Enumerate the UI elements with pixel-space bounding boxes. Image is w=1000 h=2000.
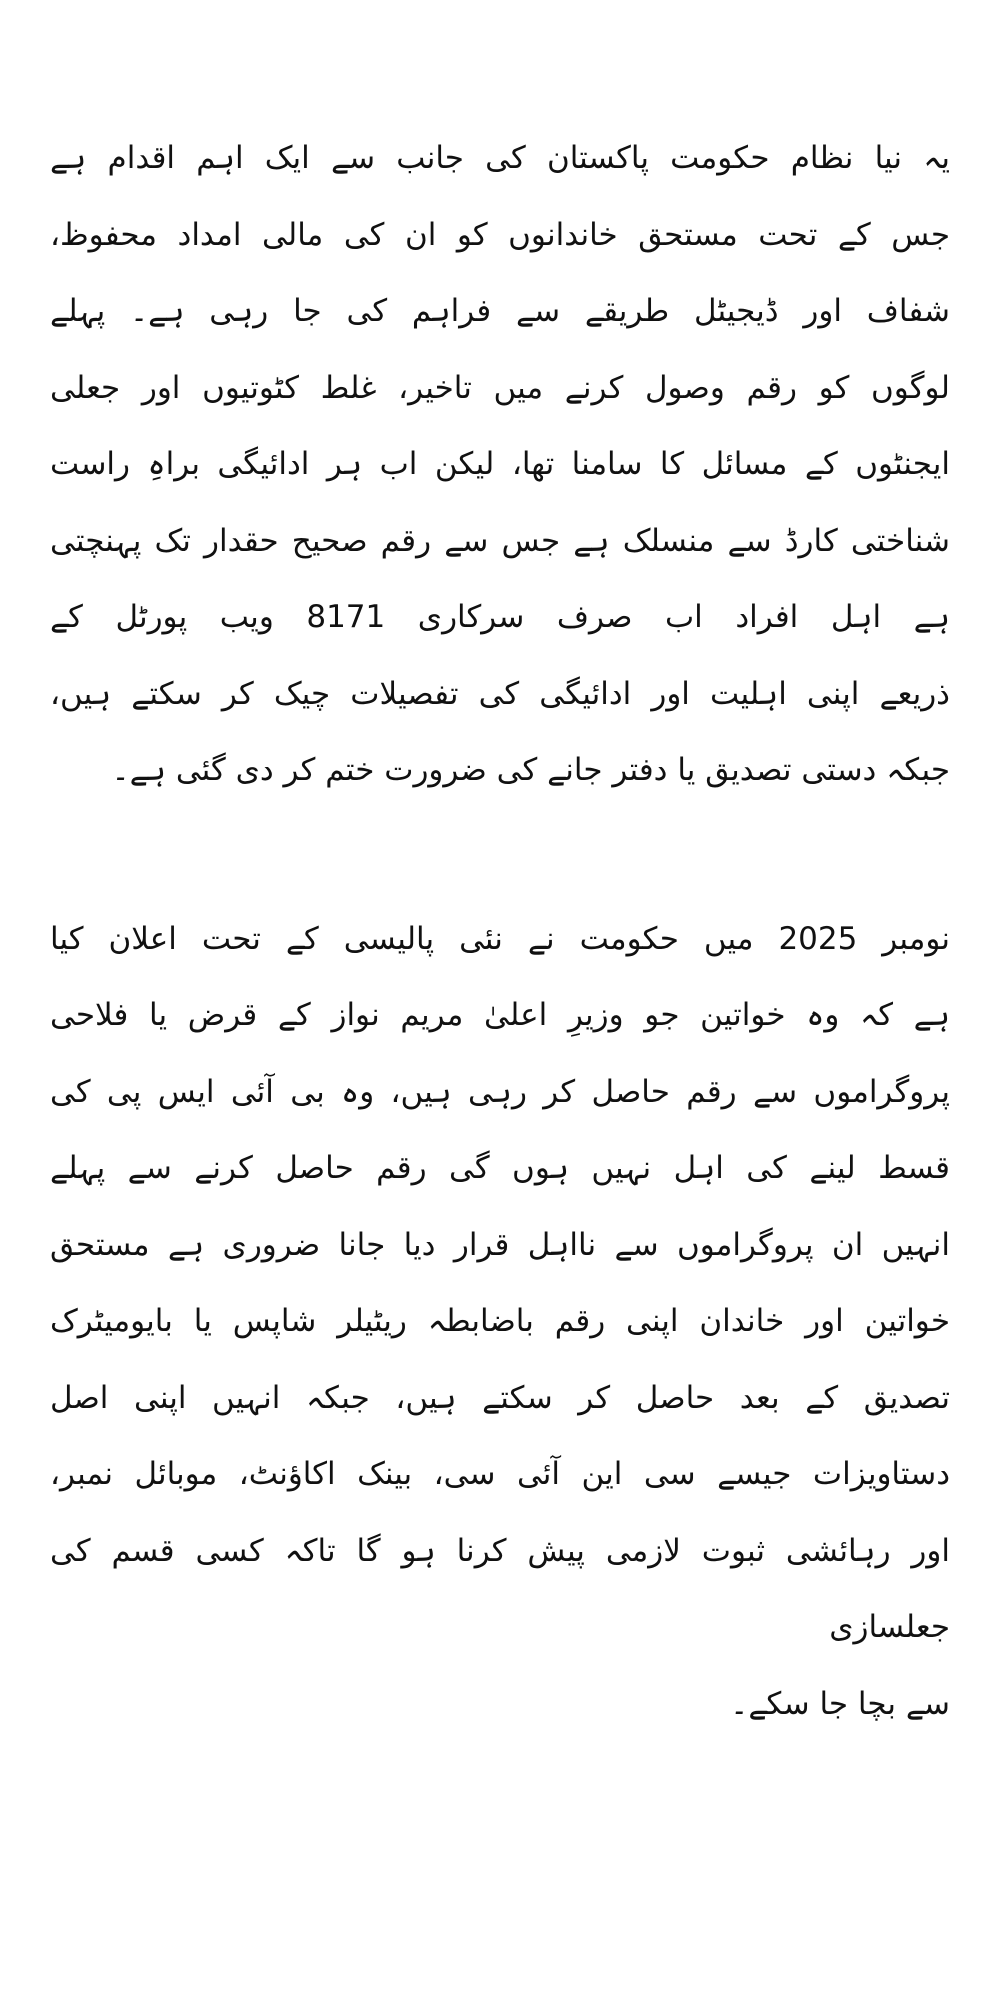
text-line: جبکہ دستی تصدیق یا دفتر جانے کی ضرورت ختم کر دی گئی ہے۔	[111, 752, 950, 788]
text-line: جس کے تحت مستحق خاندانوں کو ان کی مالی امداد محفوظ،	[50, 216, 950, 253]
text-line: لوگوں کو رقم وصول کرنے میں تاخیر، غلط کٹوتیوں اور جعلی	[50, 369, 950, 406]
text-line: اور رہائشی ثبوت لازمی پیش کرنا ہو گا تاکہ کسی قسم کی جعلسازی	[50, 1532, 950, 1645]
paragraph-november-2025-policy	[50, 901, 950, 1743]
text-line: شفاف اور ڈیجیٹل طریقے سے فراہم کی جا رہی ہے۔ پہلے	[50, 293, 950, 329]
text-line: قسط لینے کی اہل نہیں ہوں گی رقم حاصل کرنے سے پہلے	[50, 1150, 950, 1186]
text-line: نومبر 2025 میں حکومت نے نئی پالیسی کے تحت اعلان کیا	[50, 920, 951, 957]
text-line: شناختی کارڈ سے منسلک ہے جس سے رقم صحیح حقدار تک پہنچتی	[50, 522, 950, 559]
text-line: ہے اہل افراد اب صرف سرکاری 8171 ویب پورٹل کے	[50, 599, 950, 635]
text-line: انہیں ان پروگراموں سے نااہل قرار دیا جانا ضروری ہے مستحق	[50, 1226, 950, 1263]
text-line: ہے کہ وہ خواتین جو وزیرِ اعلیٰ مریم نواز کے قرض یا فلاحی	[50, 997, 950, 1033]
text-line: ذریعے اپنی اہلیت اور ادائیگی کی تفصیلات چیک کر سکتے ہیں،	[50, 675, 950, 712]
text-line: تصدیق کے بعد حاصل کر سکتے ہیں، جبکہ انہیں اپنی اصل	[50, 1379, 950, 1416]
text-line: سے بچا جا سکے۔	[730, 1685, 950, 1722]
paragraph-digital-payment-system	[50, 120, 950, 809]
text-line: دستاویزات جیسے سی این آئی سی، بینک اکاؤنٹ، موبائل نمبر،	[50, 1456, 950, 1492]
text-line: خواتین اور خاندان اپنی رقم باضابطہ ریٹیلر شاپس یا بایومیٹرک	[50, 1303, 950, 1339]
text-line: ایجنٹوں کے مسائل کا سامنا تھا، لیکن اب ہر ادائیگی براہِ راست	[50, 446, 950, 482]
text-line: یہ نیا نظام حکومت پاکستان کی جانب سے ایک اہم اقدام ہے	[50, 140, 950, 176]
text-line: پروگراموں سے رقم حاصل کر رہی ہیں، وہ بی آئی ایس پی کی	[50, 1073, 950, 1110]
